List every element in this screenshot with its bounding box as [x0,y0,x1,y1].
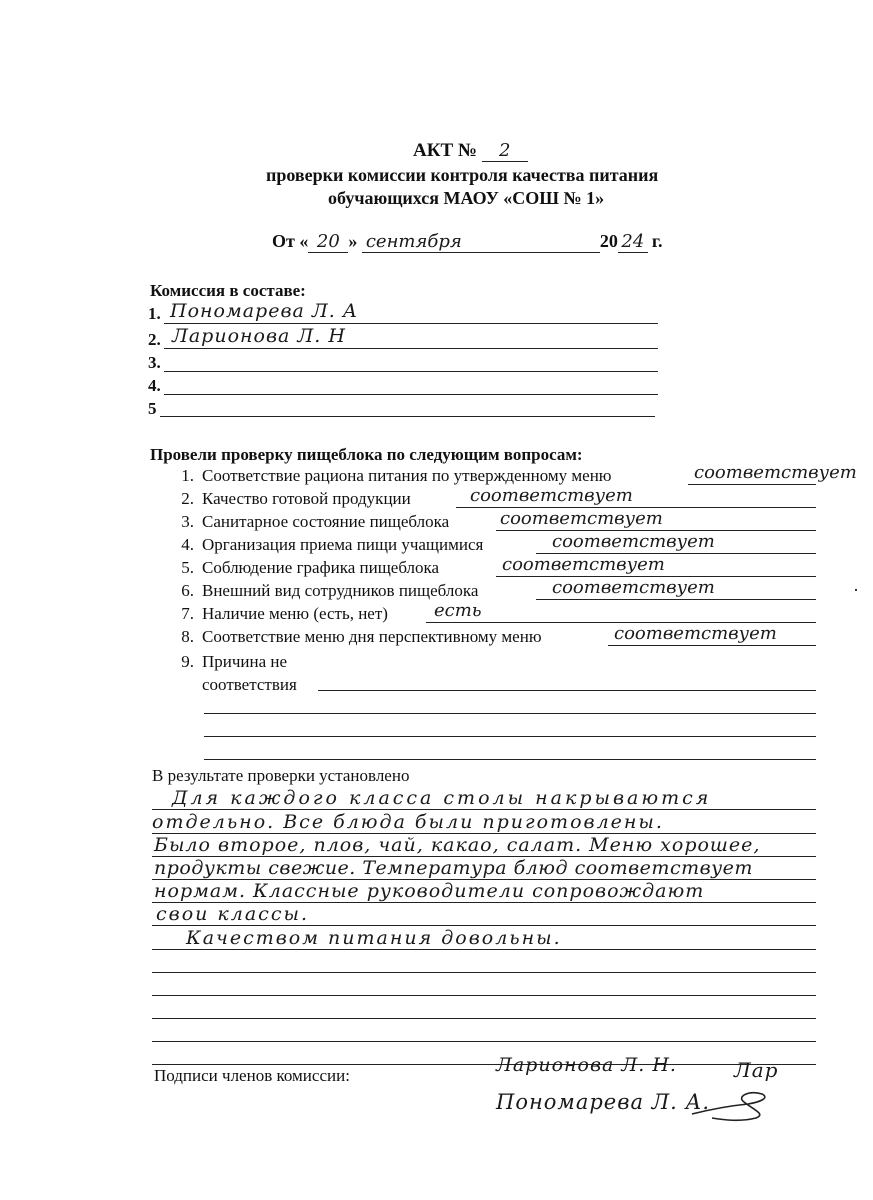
member-1-line [164,323,658,324]
item-2-question: Качество готовой продукции [202,489,411,508]
date-year-suffix: 24 [618,231,648,253]
item-6-answer: соответствует [552,577,715,598]
item-5-num: 5. [181,558,194,577]
item-7-num: 7. [181,604,194,623]
item-9-num: 9. [181,652,194,671]
date-close-quote: » [348,231,358,251]
result-rule-10 [152,1018,816,1019]
item-1-answer: соответствует [694,462,857,483]
signature-1-mark: Лар [734,1058,779,1082]
item-8-num: 8. [181,627,194,646]
member-1-num: 1. [148,304,161,323]
item-4-num: 4. [181,535,194,554]
date-year-prefix: 20 [599,231,618,251]
result-line-3: Было второе, плов, чай, какао, салат. Меню хорошее, [154,834,761,856]
date-month: сентября [362,231,600,253]
item-9-line-a [318,690,816,691]
member-5-line [160,416,655,417]
inspection-item-6 [172,581,478,601]
result-rule-6 [152,925,816,926]
act-number: 2 [482,140,528,162]
signature-2-name: Пономарева Л. А. [496,1090,711,1114]
member-4-line [164,394,658,395]
item-3-num: 3. [181,512,194,531]
inspection-item-4 [172,535,483,555]
result-line-4: продукты свежие. Температура блюд соответствует [154,857,753,879]
signature-1-name: Ларионова Л. Н. [496,1054,677,1076]
item-7-answer: есть [434,600,482,621]
inspection-item-3 [172,512,449,532]
inspection-item-8 [172,627,542,647]
act-subtitle-2: обучающихся МАОУ «СОШ № 1» [328,188,605,208]
result-line-6: свои классы. [156,903,309,925]
member-2-name: Ларионова Л. Н [172,325,346,347]
item-6-line [536,599,816,600]
item-8-line [608,645,816,646]
act-title [413,140,528,162]
member-2-line [164,348,658,349]
result-rule-9 [152,995,816,996]
item-9-line2: соответствия [202,675,297,694]
item-4-question: Организация приема пищи учащимися [202,535,484,554]
result-rule-1 [152,809,816,810]
item-9-line-d [204,759,816,760]
member-1-name: Пономарева Л. А [170,300,359,322]
member-4-num: 4. [148,376,161,395]
result-line-2: отдельно. Все блюда были приготовлены. [152,811,664,833]
item-3-answer: соответствует [500,508,663,529]
item-7-question: Наличие меню (есть, нет) [202,604,388,623]
scan-speck [855,589,857,591]
date-day: 20 [308,231,348,253]
result-rule-11 [152,1041,816,1042]
item-9-line-b [204,713,816,714]
item-5-answer: соответствует [502,554,665,575]
result-line-7: Качеством питания довольны. [186,927,562,949]
item-1-num: 1. [181,466,194,485]
item-2-num: 2. [181,489,194,508]
item-8-question: Соответствие меню дня перспективному меню [202,627,542,646]
result-rule-12 [152,1064,816,1065]
inspection-heading: Провели проверку пищеблока по следующим вопросам: [150,445,583,464]
result-rule-7 [152,949,816,950]
act-subtitle-1: проверки комиссии контроля качества питания [266,165,659,185]
signatures-label: Подписи членов комиссии: [154,1066,350,1085]
signature-2-mark [688,1088,778,1124]
inspection-item-2 [172,489,411,509]
date-prefix: От « [272,231,309,251]
result-line-1: Для каждого класса столы накрываются [172,787,712,809]
item-9-line1: Причина не [202,652,288,671]
item-6-num: 6. [181,581,194,600]
result-line-5: нормам. Классные руководители сопровождают [154,880,705,902]
item-4-answer: соответствует [552,531,715,552]
result-rule-8 [152,972,816,973]
inspection-item-5 [172,558,439,578]
inspection-item-1 [172,466,612,486]
date-line [272,231,663,253]
item-9-line-c [204,736,816,737]
item-3-question: Санитарное состояние пищеблока [202,512,450,531]
item-1-line [688,484,816,485]
date-year-end: г. [651,231,663,251]
member-3-num: 3. [148,353,161,372]
result-heading: В результате проверки установлено [152,766,410,785]
member-2-num: 2. [148,330,161,349]
member-5-num: 5 [148,399,157,418]
inspection-item-9 [172,652,287,672]
item-2-answer: соответствует [470,485,633,506]
inspection-item-7 [172,604,388,624]
item-5-question: Соблюдение графика пищеблока [202,558,440,577]
act-label: АКТ № [413,140,478,161]
member-3-line [164,371,658,372]
item-8-answer: соответствует [614,623,777,644]
item-1-question: Соответствие рациона питания по утвержденному меню [202,466,612,485]
commission-heading: Комиссия в составе: [150,281,306,300]
item-6-question: Внешний вид сотрудников пищеблока [202,581,479,600]
